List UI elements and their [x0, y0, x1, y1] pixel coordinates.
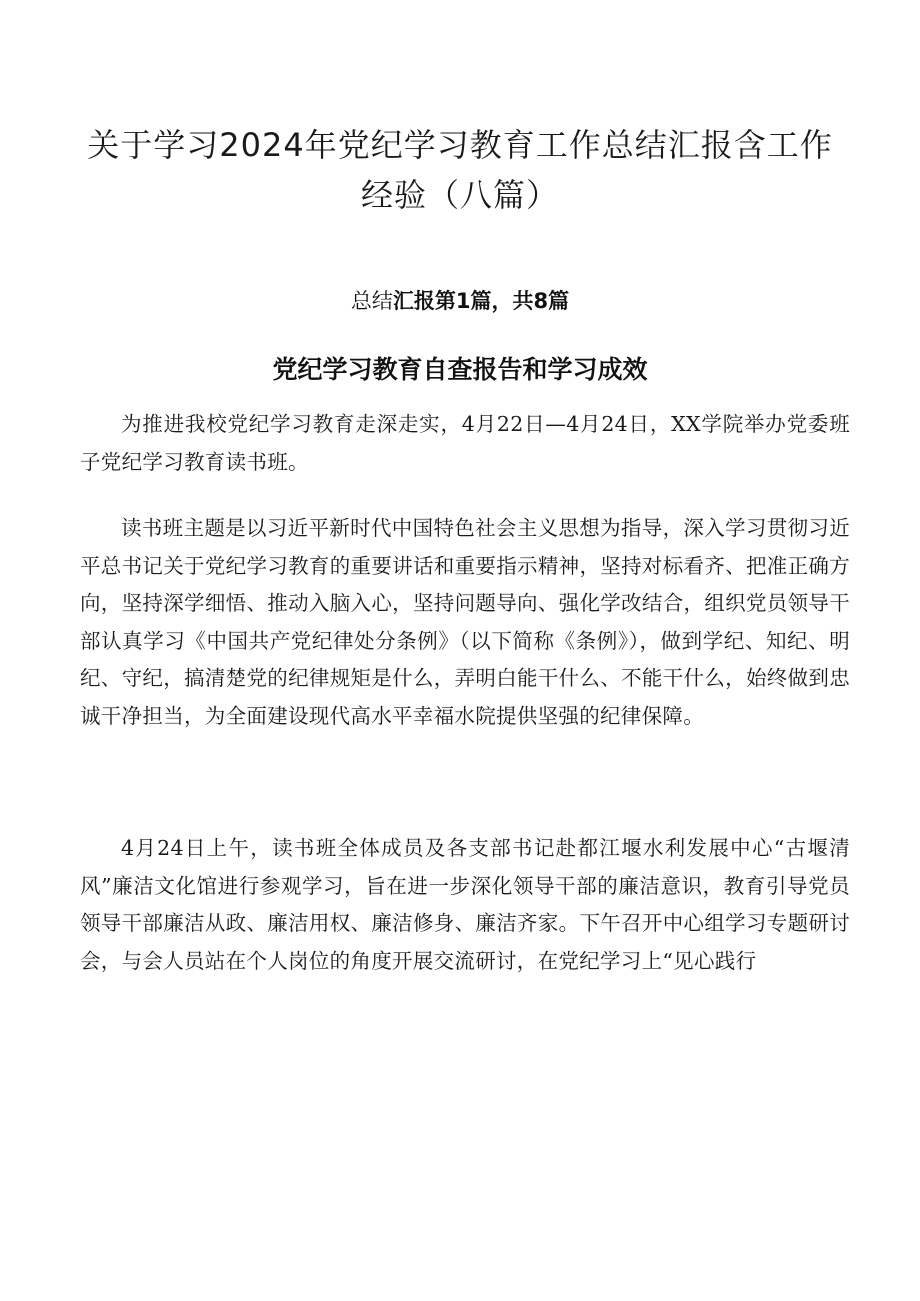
article-title: 党纪学习教育自查报告和学习成效	[272, 355, 648, 384]
paragraph-1: 为推进我校党纪学习教育走深走实，4月22日—4月24日，XX学院举办党委班子党纪学习教育读书班。	[80, 412, 850, 474]
section-label-main: 汇报第1篇，共8篇	[392, 289, 570, 313]
document-title: 关于学习2024年党纪学习教育工作总结汇报含工作经验（八篇）	[87, 126, 833, 214]
paragraph-3: 4月24日上午，读书班全体成员及各支部书记赴都江堰水利发展中心“古堰清风”廉洁文化馆进行参观学习，旨在进一步深化领导干部的廉洁意识，教育引导党员领导干部廉洁从政、廉洁用权、廉洁修身、廉洁齐家。下午召开中心组学习专题研讨会，与会人员站在个人岗位的角度开展交流研讨，在党纪学习上“见心践行	[80, 836, 850, 973]
paragraph-2: 读书班主题是以习近平新时代中国特色社会主义思想为指导，深入学习贯彻习近平总书记关于党纪学习教育的重要讲话和重要指示精神，坚持对标看齐、把准正确方向，坚持深学细悟、推动入脑入心，坚持问题导向、强化学改结合，组织党员领导干部认真学习《中国共产党纪律处分条例》（以下简称《条例》），做到学纪、知纪、明纪、守纪，搞清楚党的纪律规矩是什么，弄明白能干什么、不能干什么，始终做到忠诚干净担当，为全面建设现代高水平幸福水院提供坚强的纪律保障。	[80, 516, 850, 728]
section-label	[80, 286, 840, 316]
section-label-prefix: 总结	[350, 289, 393, 313]
